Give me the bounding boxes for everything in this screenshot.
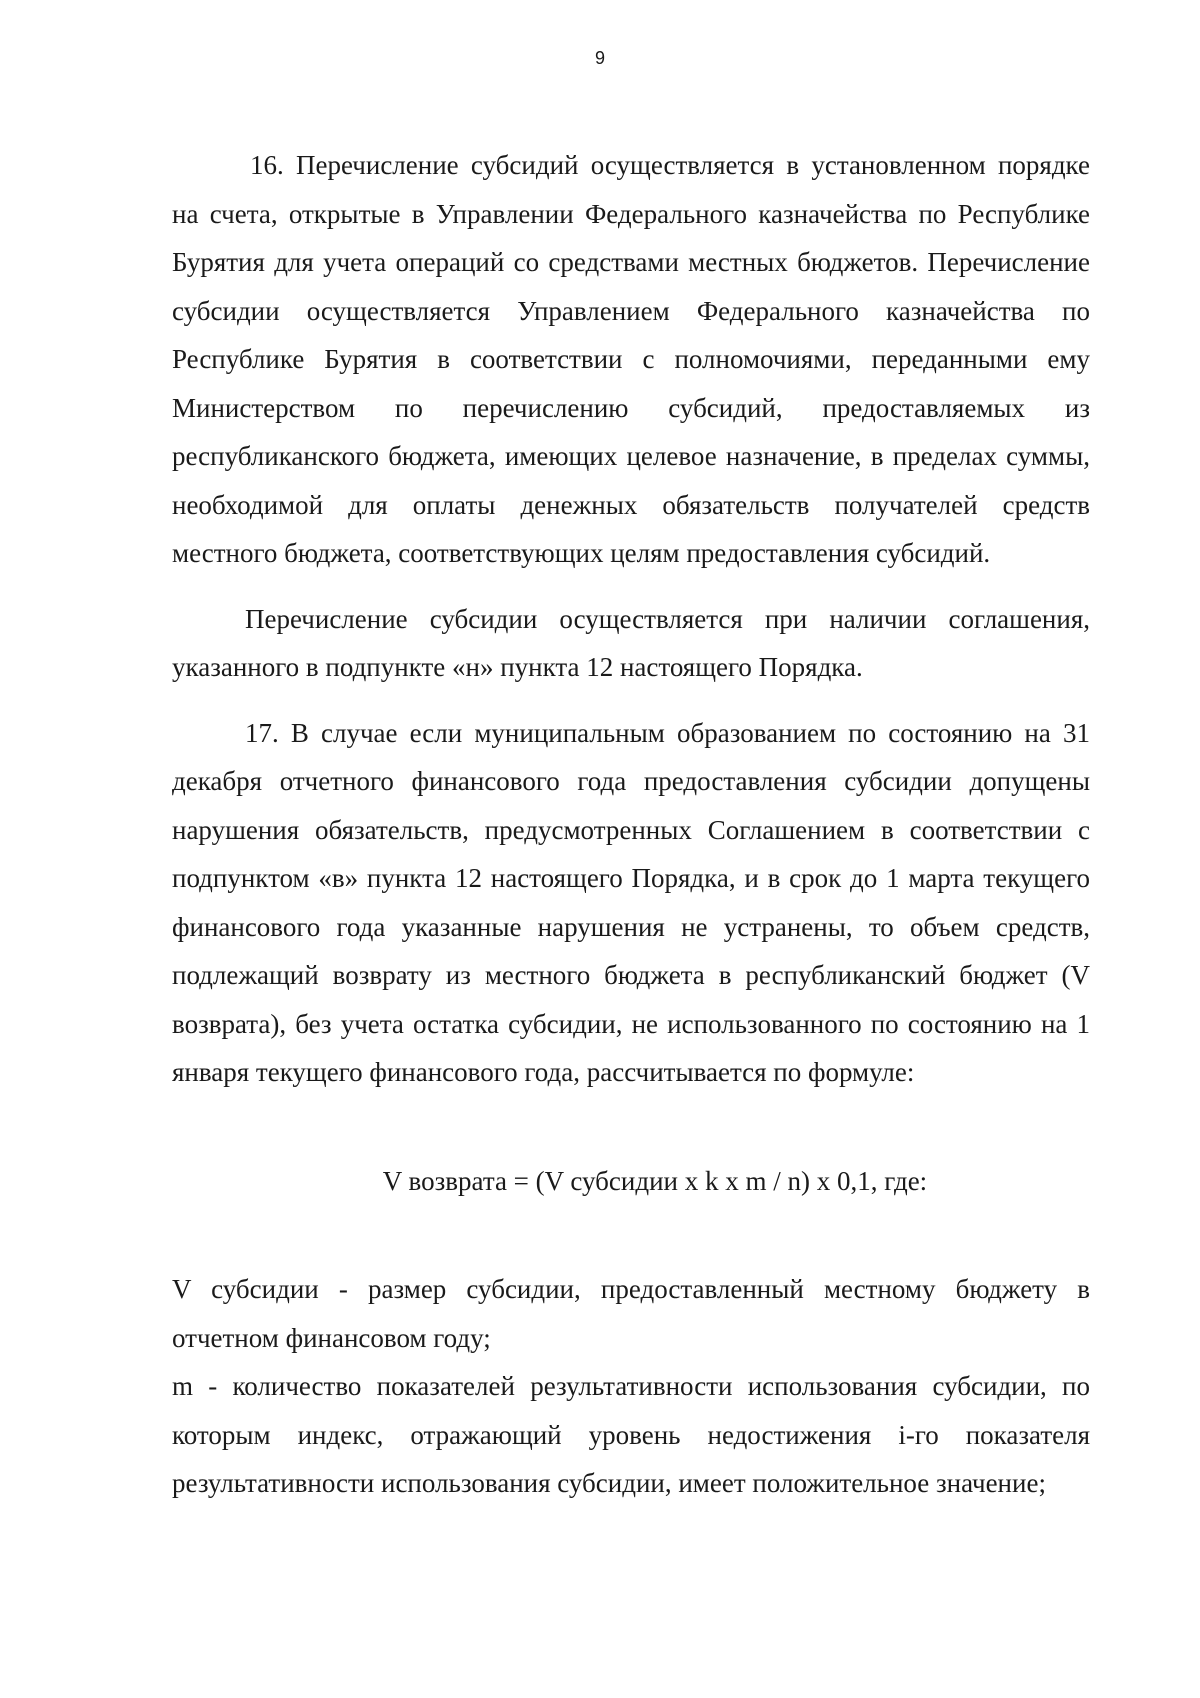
document-body (172, 141, 1090, 1508)
return-formula: V возврата = (V субсидии x k x m / n) x 0,1, где: (382, 1165, 928, 1196)
definition-v-subsidy: V субсидии - размер субсидии, предоставленный местному бюджету в отчетном финансовом году; (172, 1274, 1090, 1353)
paragraph-16: 16. Перечисление субсидий осуществляется в установленном порядке на счета, открытые в Управлении Федерального казначейства по Республике Бурятия для учета операций со средствами местных бюджетов. Перечисление субсидии осуществляется Управлением Федерального казначейства по Республике Бурятия в соответствии с полномочиями, переданными ему Министерством по перечислению субсидий, предоставляемых из республиканского бюджета, имеющих целевое назначение, в пределах суммы, необходимой для оплаты денежных обязательств получателей средств местного бюджета, соответствующих целям предоставления субсидий. (172, 150, 1090, 568)
paragraph-17: 17. В случае если муниципальным образованием по состоянию на 31 декабря отчетного финансового года предоставления субсидии допущены нарушения обязательств, предусмотренных Соглашением в соответствии с подпунктом «в» пункта 12 настоящего Порядка, и в срок до 1 марта текущего финансового года указанные нарушения не устранены, то объем средств, подлежащий возврату из местного бюджета в республиканский бюджет (V возврата), без учета остатка субсидии, не использованного по состоянию на 1 января текущего финансового года, рассчитывается по формуле: (172, 717, 1090, 1087)
page-number: 9 (594, 48, 605, 68)
paragraph-16-agreement: Перечисление субсидии осуществляется при наличии соглашения, указанного в подпункте «н» пункта 12 настоящего Порядка. (172, 603, 1090, 682)
definition-m: m - количество показателей результативности использования субсидии, по которым индекс, отражающий уровень недостижения i-го показателя результативности использования субсидии, имеет положительное значение; (172, 1371, 1090, 1498)
